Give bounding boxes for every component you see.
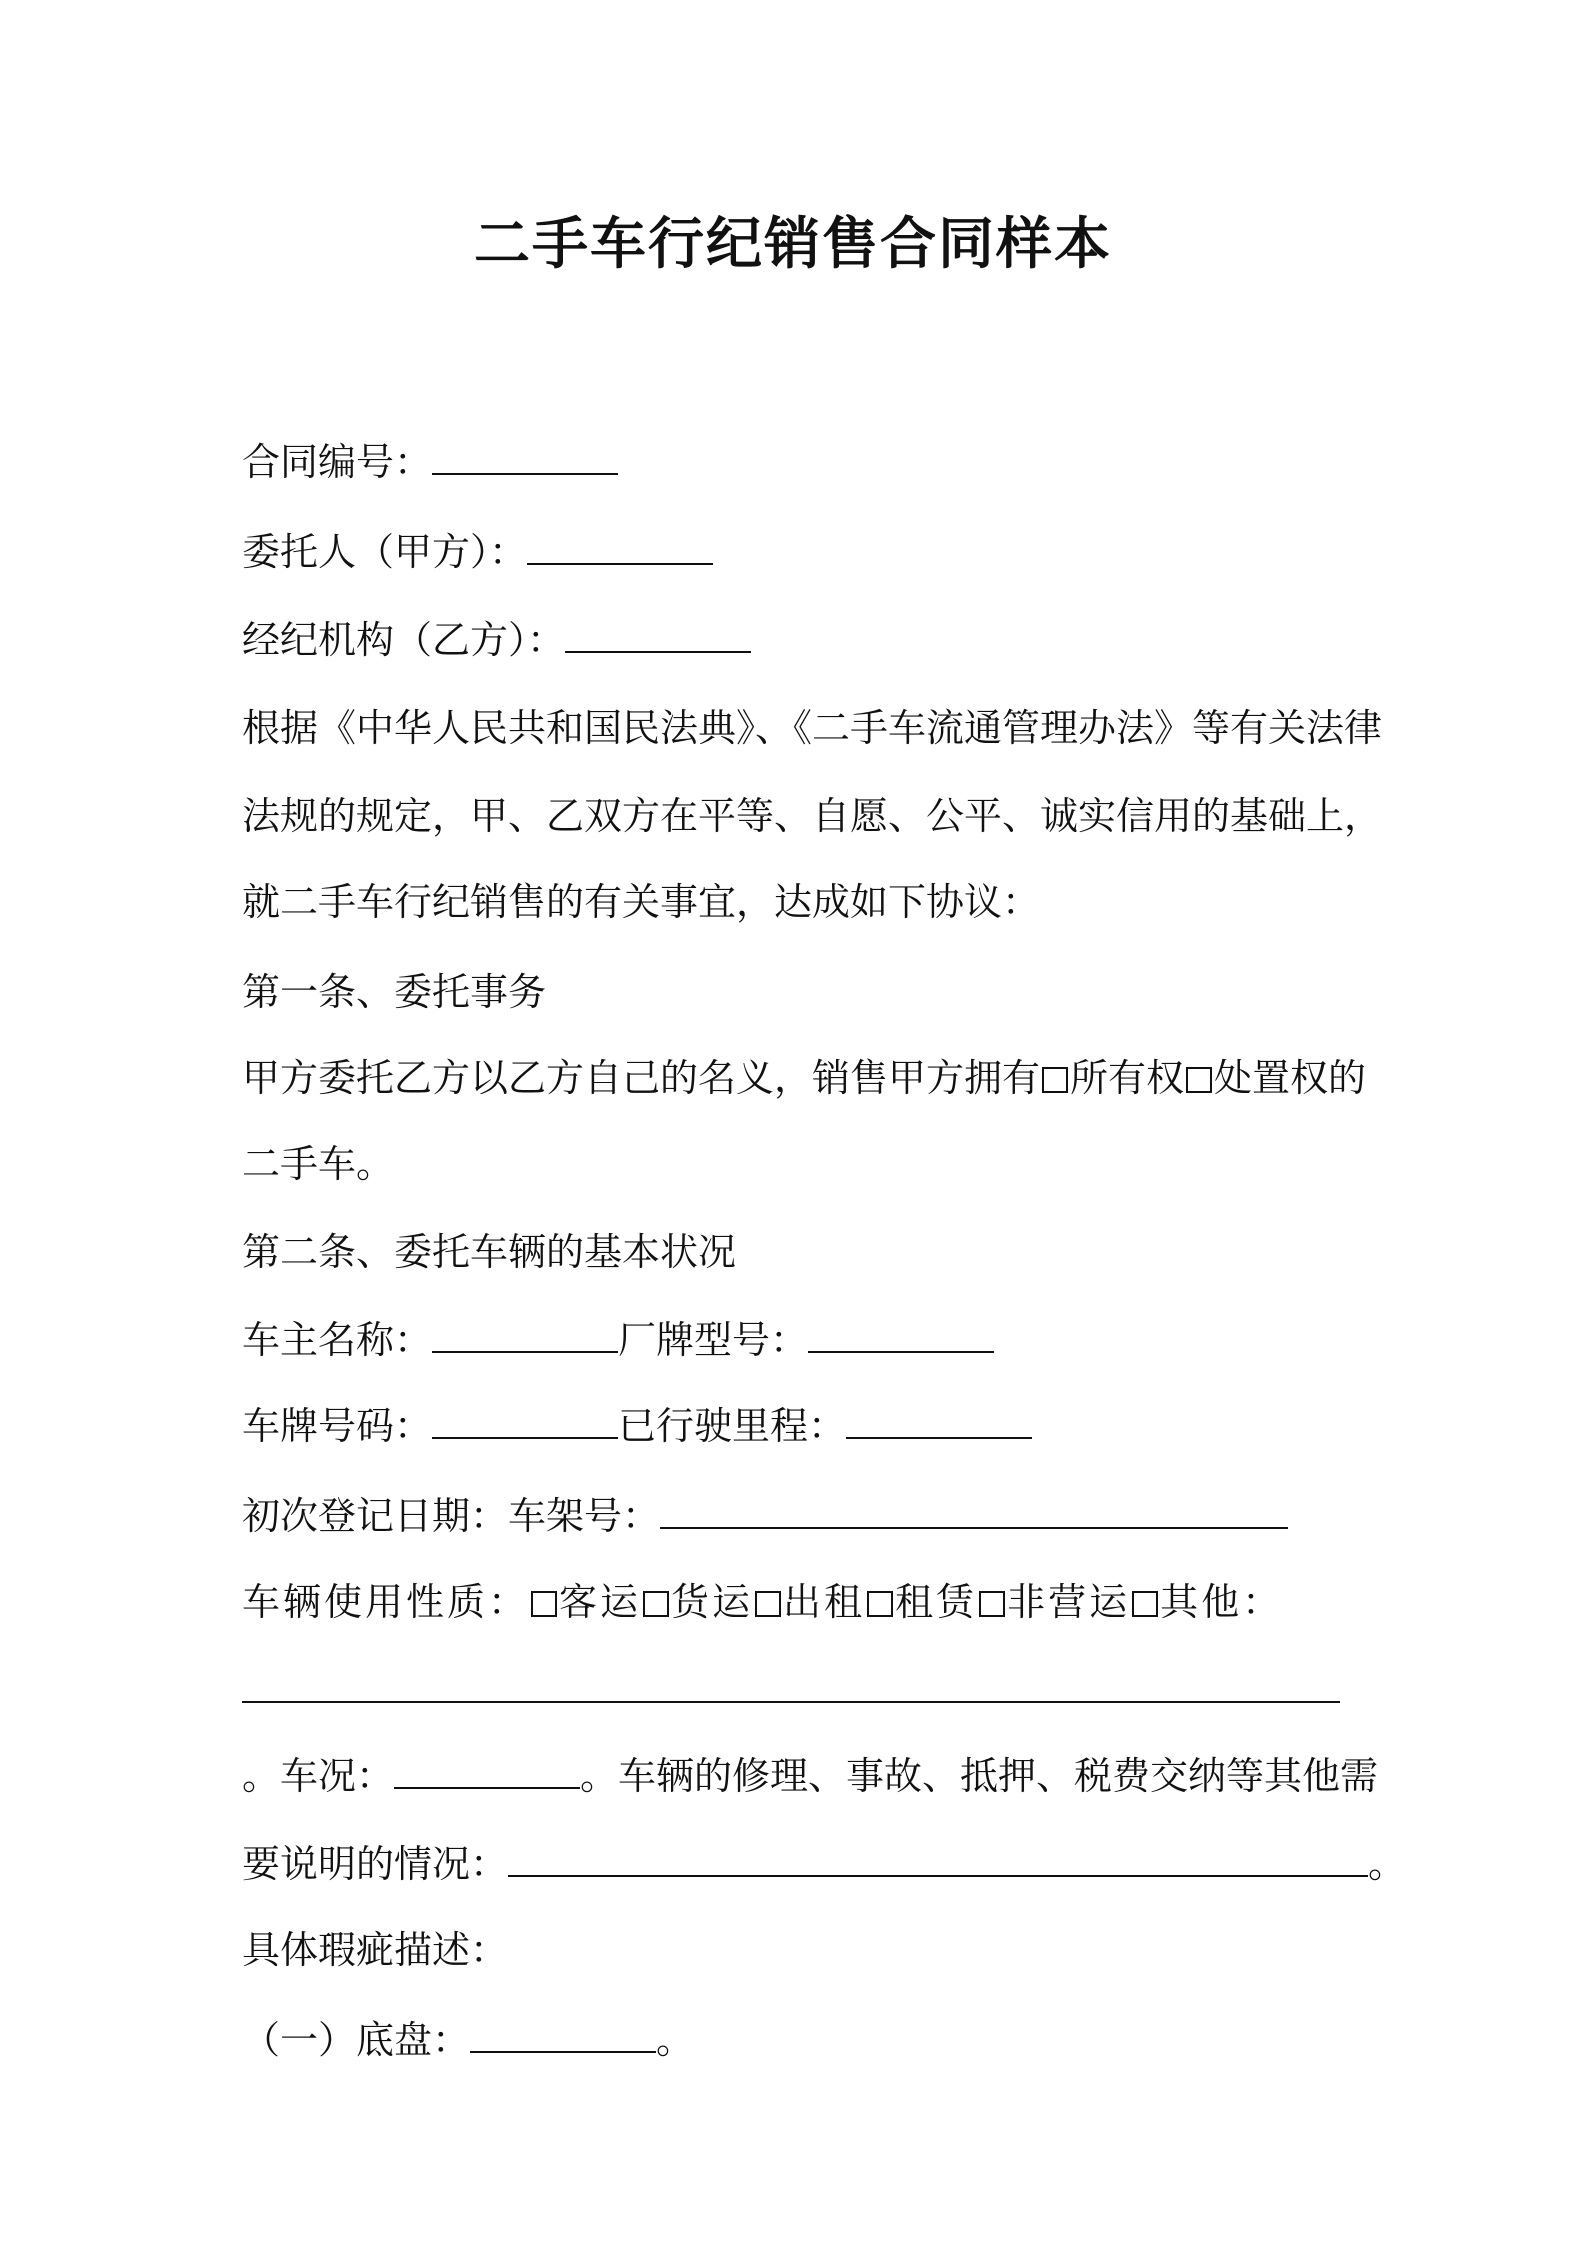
preamble-line-3: 就二手车行纪销售的有关事宜，达成如下协议： <box>242 880 1041 924</box>
ownership-checkbox[interactable] <box>1042 1067 1068 1093</box>
registration-vin-line <box>242 1490 1288 1542</box>
explain-blank[interactable] <box>508 1839 1368 1877</box>
first-registration-label: 初次登记日期： <box>242 1494 509 1538</box>
party-b-line <box>242 614 751 666</box>
plate-number-blank[interactable] <box>432 1401 618 1439</box>
article1-text-end: 二手车。 <box>242 1142 395 1186</box>
usage-option-non-commercial: 非营运 <box>1007 1580 1131 1624</box>
vin-blank[interactable] <box>660 1491 1288 1529</box>
article2-heading: 第二条、委托车辆的基本状况 <box>242 1230 737 1274</box>
brand-model-label: 厂牌型号： <box>618 1318 809 1362</box>
disposal-right-checkbox[interactable] <box>1186 1067 1212 1093</box>
owner-name-blank[interactable] <box>432 1315 618 1353</box>
owner-name-label: 车主名称： <box>242 1318 433 1362</box>
usage-line <box>242 1576 1283 1628</box>
party-a-blank[interactable] <box>527 527 713 565</box>
party-a-line <box>242 526 713 578</box>
preamble-line-1: 根据《中华人民共和国民法典》、《二手车流通管理办法》等有关法律 <box>242 706 1383 750</box>
chassis-label: （一）底盘： <box>242 2018 471 2062</box>
usage-option-taxi: 出租 <box>783 1580 866 1624</box>
lease-checkbox[interactable] <box>867 1591 893 1617</box>
contract-number-label: 合同编号： <box>242 440 433 484</box>
usage-label: 车辆使用性质： <box>242 1580 530 1624</box>
usage-option-passenger: 客运 <box>559 1580 642 1624</box>
chassis-period: 。 <box>656 2018 695 2062</box>
mileage-blank[interactable] <box>846 1401 1032 1439</box>
passenger-checkbox[interactable] <box>531 1591 557 1617</box>
vin-label: 车架号： <box>508 1494 661 1538</box>
explain-line <box>242 1838 1406 1890</box>
document-title: 二手车行纪销售合同样本 <box>474 212 1112 277</box>
plate-mileage-line <box>242 1400 1032 1452</box>
preamble-line-2: 法规的规定，甲、乙双方在平等、自愿、公平、诚实信用的基础上， <box>242 794 1383 838</box>
usage-option-other: 其他： <box>1160 1580 1284 1624</box>
article1-heading: 第一条、委托事务 <box>242 970 547 1014</box>
explain-label: 要说明的情况： <box>242 1842 509 1886</box>
contract-number-blank[interactable] <box>432 437 618 475</box>
party-a-label: 委托人（甲方）： <box>242 530 528 574</box>
article1-text: 甲方委托乙方以乙方自己的名义，销售甲方拥有 <box>242 1056 1041 1100</box>
mileage-label: 已行驶里程： <box>618 1404 847 1448</box>
condition-blank[interactable] <box>394 1751 580 1789</box>
owner-brand-line <box>242 1314 994 1366</box>
condition-post-text: 。车辆的修理、事故、抵押、税费交纳等其他需 <box>580 1754 1379 1798</box>
non-commercial-checkbox[interactable] <box>979 1591 1005 1617</box>
brand-model-blank[interactable] <box>808 1315 994 1353</box>
party-b-label: 经纪机构（乙方）： <box>242 618 566 662</box>
other-usage-blank[interactable] <box>242 1665 1340 1703</box>
plate-number-label: 车牌号码： <box>242 1404 433 1448</box>
chassis-line <box>242 2014 694 2066</box>
explain-period: 。 <box>1368 1842 1407 1886</box>
usage-option-lease: 租赁 <box>895 1580 978 1624</box>
other-checkbox[interactable] <box>1132 1591 1158 1617</box>
freight-checkbox[interactable] <box>643 1591 669 1617</box>
party-b-blank[interactable] <box>565 615 751 653</box>
condition-line <box>242 1750 1378 1802</box>
other-usage-line <box>242 1664 1340 1716</box>
taxi-checkbox[interactable] <box>755 1591 781 1617</box>
ownership-label: 所有权 <box>1070 1056 1185 1100</box>
disposal-right-label: 处置权的 <box>1214 1056 1367 1100</box>
condition-label: 。车况： <box>242 1754 395 1798</box>
defects-heading: 具体瑕疵描述： <box>242 1928 509 1972</box>
article1-text-line <box>242 1052 1366 1104</box>
chassis-blank[interactable] <box>470 2015 656 2053</box>
usage-option-freight: 货运 <box>671 1580 754 1624</box>
contract-number-line <box>242 436 618 488</box>
